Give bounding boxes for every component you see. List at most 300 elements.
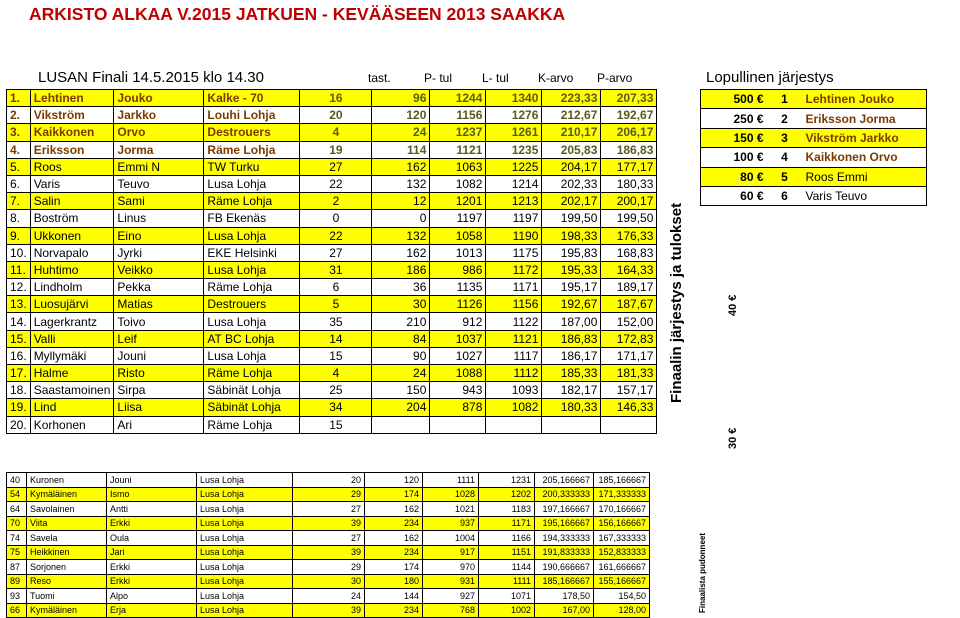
final-order-rank: 1 — [767, 90, 803, 109]
finalists-cell-l-tul: 1082 — [486, 399, 542, 416]
others-cell-games: 27 — [293, 502, 365, 517]
finalists-cell-pos: 15. — [7, 330, 31, 347]
finalists-cell-games: 15 — [300, 416, 372, 433]
others-cell-l-tul: 1071 — [479, 589, 535, 604]
others-cell-first: Reso — [27, 574, 107, 589]
finalists-cell-last: Risto — [114, 365, 204, 382]
others-cell-p-arvo: 128,00 — [594, 603, 650, 618]
others-cell-k-arvo: 195,166667 — [535, 516, 594, 531]
finalists-cell-p-tul: 1063 — [430, 158, 486, 175]
finalists-cell-l-tul: 1175 — [486, 244, 542, 261]
finalists-cell-games: 34 — [300, 399, 372, 416]
finalists-cell-last: Leif — [114, 330, 204, 347]
others-cell-games: 39 — [293, 545, 365, 560]
finalists-cell-p-arvo: 164,33 — [601, 261, 657, 278]
finalists-row — [7, 279, 657, 296]
finalists-row — [7, 193, 657, 210]
others-cell-l-tul: 1144 — [479, 560, 535, 575]
finalists-row — [7, 347, 657, 364]
others-cell-games: 27 — [293, 531, 365, 546]
finalists-cell-p-arvo: 146,33 — [601, 399, 657, 416]
finalists-cell-k-arvo: 212,67 — [542, 107, 601, 124]
finalists-cell-p-arvo: 186,83 — [601, 141, 657, 158]
others-cell-p-arvo: 155,166667 — [594, 574, 650, 589]
others-cell-k-arvo: 205,166667 — [535, 473, 594, 488]
finalists-cell-last: Liisa — [114, 399, 204, 416]
others-cell-l-tul: 1151 — [479, 545, 535, 560]
finalists-cell-p-tul — [430, 416, 486, 433]
finalists-cell-p-arvo: 207,33 — [601, 90, 657, 107]
finalists-cell-club: Räme Lohja — [204, 365, 300, 382]
finalists-cell-p-arvo: 176,33 — [601, 227, 657, 244]
finalists-cell-last: Ari — [114, 416, 204, 433]
finalists-cell-games: 22 — [300, 227, 372, 244]
finalists-cell-p-tul: 1121 — [430, 141, 486, 158]
finalists-row — [7, 90, 657, 107]
finalists-cell-p-tul: 1013 — [430, 244, 486, 261]
others-cell-pos: 40 — [7, 473, 27, 488]
finalists-cell-tast: 36 — [372, 279, 430, 296]
others-cell-pos: 66 — [7, 603, 27, 618]
finalists-cell-tast: 90 — [372, 347, 430, 364]
others-cell-pos: 70 — [7, 516, 27, 531]
others-cell-k-arvo: 200,333333 — [535, 487, 594, 502]
finalists-cell-l-tul: 1093 — [486, 382, 542, 399]
finalists-cell-p-arvo: 157,17 — [601, 382, 657, 399]
finalists-cell-p-tul: 1027 — [430, 347, 486, 364]
finalists-cell-first: Korhonen — [30, 416, 114, 433]
page-title: ARKISTO ALKAA V.2015 JATKUEN - KEVÄÄSEEN 2013 SAAKKA — [29, 4, 566, 24]
finalists-cell-p-tul: 986 — [430, 261, 486, 278]
finalists-cell-pos: 10. — [7, 244, 31, 261]
final-order-prize: 100 € — [701, 148, 767, 167]
others-cell-club: Lusa Lohja — [197, 516, 293, 531]
finalists-cell-first: Salin — [30, 193, 114, 210]
finalists-cell-pos: 14. — [7, 313, 31, 330]
others-cell-pos: 54 — [7, 487, 27, 502]
finalists-cell-l-tul: 1121 — [486, 330, 542, 347]
finalists-cell-tast: 84 — [372, 330, 430, 347]
finalists-cell-tast: 24 — [372, 365, 430, 382]
finalists-cell-l-tul — [486, 416, 542, 433]
finalists-cell-k-arvo: 195,33 — [542, 261, 601, 278]
finalists-cell-club: Destrouers — [204, 296, 300, 313]
finalists-cell-club: Lusa Lohja — [204, 347, 300, 364]
finalists-cell-club: Lusa Lohja — [204, 261, 300, 278]
finalists-cell-first: Myllymäki — [30, 347, 114, 364]
finalists-row — [7, 158, 657, 175]
others-cell-k-arvo: 191,833333 — [535, 545, 594, 560]
finalists-cell-tast: 162 — [372, 244, 430, 261]
finalists-cell-pos: 11. — [7, 261, 31, 278]
finalists-cell-club: Säbinät Lohja — [204, 382, 300, 399]
header-l-tul: L- tul — [482, 71, 509, 85]
final-order-row — [701, 128, 927, 147]
finalists-cell-games: 16 — [300, 90, 372, 107]
finalists-cell-k-arvo: 199,50 — [542, 210, 601, 227]
finalists-cell-p-arvo: 192,67 — [601, 107, 657, 124]
finalists-cell-l-tul: 1214 — [486, 175, 542, 192]
finalists-cell-tast: 150 — [372, 382, 430, 399]
finalists-cell-last: Orvo — [114, 124, 204, 141]
finalists-cell-last: Jouni — [114, 347, 204, 364]
finalists-cell-p-tul: 1156 — [430, 107, 486, 124]
finalists-cell-k-arvo: 223,33 — [542, 90, 601, 107]
finalists-cell-p-tul: 1058 — [430, 227, 486, 244]
others-cell-first: Heikkinen — [27, 545, 107, 560]
eliminated-vertical-label: Finaalista pudonneet — [698, 532, 707, 613]
finalists-cell-k-arvo: 182,17 — [542, 382, 601, 399]
finalists-cell-p-tul: 1201 — [430, 193, 486, 210]
finalists-cell-first: Ukkonen — [30, 227, 114, 244]
finalists-cell-p-tul: 1244 — [430, 90, 486, 107]
finalists-cell-tast: 204 — [372, 399, 430, 416]
event-subtitle: LUSAN Finali 14.5.2015 klo 14.30 — [38, 69, 264, 86]
others-cell-last: Ismo — [107, 487, 197, 502]
others-cell-first: Savela — [27, 531, 107, 546]
finalists-cell-l-tul: 1340 — [486, 90, 542, 107]
others-cell-p-tul: 1004 — [423, 531, 479, 546]
finalists-cell-games: 14 — [300, 330, 372, 347]
final-order-prize: 500 € — [701, 90, 767, 109]
final-order-name: Eriksson Jorma — [803, 109, 927, 128]
others-cell-p-arvo: 167,333333 — [594, 531, 650, 546]
others-row — [7, 603, 650, 618]
others-cell-l-tul: 1166 — [479, 531, 535, 546]
others-cell-p-tul: 1021 — [423, 502, 479, 517]
others-cell-games: 29 — [293, 487, 365, 502]
others-cell-games: 39 — [293, 603, 365, 618]
finalists-cell-l-tul: 1225 — [486, 158, 542, 175]
finalists-cell-pos: 12. — [7, 279, 31, 296]
finalists-cell-last: Jyrki — [114, 244, 204, 261]
others-cell-p-arvo: 156,166667 — [594, 516, 650, 531]
finalists-cell-l-tul: 1112 — [486, 365, 542, 382]
finalists-cell-club: Kalke - 70 — [204, 90, 300, 107]
others-cell-p-arvo: 154,50 — [594, 589, 650, 604]
finalists-cell-last: Veikko — [114, 261, 204, 278]
others-cell-last: Erkki — [107, 516, 197, 531]
others-cell-pos: 93 — [7, 589, 27, 604]
finalists-cell-pos: 2. — [7, 107, 31, 124]
others-cell-games: 20 — [293, 473, 365, 488]
finalists-cell-last: Toivo — [114, 313, 204, 330]
others-cell-l-tul: 1002 — [479, 603, 535, 618]
finals-vertical-label: Finaalin järjestys ja tulokset — [668, 202, 685, 403]
finalists-cell-p-tul: 1037 — [430, 330, 486, 347]
finalists-cell-p-arvo — [601, 416, 657, 433]
finalists-cell-first: Valli — [30, 330, 114, 347]
finalists-cell-games: 0 — [300, 210, 372, 227]
finalists-cell-games: 27 — [300, 158, 372, 175]
others-cell-first: Kymäläinen — [27, 603, 107, 618]
finalists-cell-last: Pekka — [114, 279, 204, 296]
finalists-cell-first: Boström — [30, 210, 114, 227]
finalists-cell-k-arvo: 202,17 — [542, 193, 601, 210]
finalists-cell-tast: 162 — [372, 158, 430, 175]
finalists-cell-last: Sami — [114, 193, 204, 210]
others-cell-tast: 174 — [365, 487, 423, 502]
others-cell-club: Lusa Lohja — [197, 487, 293, 502]
finalists-cell-first: Huhtimo — [30, 261, 114, 278]
others-cell-p-arvo: 170,166667 — [594, 502, 650, 517]
finalists-cell-pos: 17. — [7, 365, 31, 382]
finalists-cell-l-tul: 1213 — [486, 193, 542, 210]
others-cell-last: Oula — [107, 531, 197, 546]
finalists-cell-p-tul: 1088 — [430, 365, 486, 382]
others-cell-last: Jouni — [107, 473, 197, 488]
finalists-cell-pos: 5. — [7, 158, 31, 175]
others-row — [7, 589, 650, 604]
final-order-prize: 250 € — [701, 109, 767, 128]
finalists-cell-tast: 0 — [372, 210, 430, 227]
finalists-cell-p-tul: 1082 — [430, 175, 486, 192]
others-cell-p-tul: 931 — [423, 574, 479, 589]
final-order-name: Varis Teuvo — [803, 186, 927, 205]
others-cell-last: Alpo — [107, 589, 197, 604]
finalists-cell-club: Räme Lohja — [204, 279, 300, 296]
finalists-cell-games: 20 — [300, 107, 372, 124]
finalists-cell-last: Jarkko — [114, 107, 204, 124]
finalists-cell-l-tul: 1197 — [486, 210, 542, 227]
final-order-name: Vikström Jarkko — [803, 128, 927, 147]
finalists-row — [7, 296, 657, 313]
others-row — [7, 473, 650, 488]
others-row — [7, 516, 650, 531]
finalists-cell-club: Räme Lohja — [204, 193, 300, 210]
finalists-cell-games: 2 — [300, 193, 372, 210]
others-cell-p-tul: 937 — [423, 516, 479, 531]
others-cell-club: Lusa Lohja — [197, 603, 293, 618]
finalists-cell-tast — [372, 416, 430, 433]
others-cell-l-tul: 1202 — [479, 487, 535, 502]
finalists-cell-l-tul: 1190 — [486, 227, 542, 244]
others-cell-l-tul: 1111 — [479, 574, 535, 589]
final-order-row — [701, 167, 927, 186]
others-cell-games: 24 — [293, 589, 365, 604]
finalists-cell-p-arvo: 199,50 — [601, 210, 657, 227]
others-cell-k-arvo: 190,666667 — [535, 560, 594, 575]
final-order-name: Kaikkonen Orvo — [803, 148, 927, 167]
finalists-cell-k-arvo: 186,83 — [542, 330, 601, 347]
finalists-cell-p-arvo: 180,33 — [601, 175, 657, 192]
finalists-cell-club: FB Ekenäs — [204, 210, 300, 227]
finalists-table — [6, 89, 657, 434]
others-cell-p-arvo: 185,166667 — [594, 473, 650, 488]
finalists-cell-tast: 30 — [372, 296, 430, 313]
finalists-row — [7, 124, 657, 141]
finalists-cell-first: Eriksson — [30, 141, 114, 158]
finalists-cell-p-arvo: 206,17 — [601, 124, 657, 141]
finalists-cell-p-tul: 912 — [430, 313, 486, 330]
others-cell-p-tul: 927 — [423, 589, 479, 604]
finalists-cell-p-arvo: 187,67 — [601, 296, 657, 313]
others-cell-tast: 180 — [365, 574, 423, 589]
others-cell-pos: 64 — [7, 502, 27, 517]
finalists-cell-l-tul: 1276 — [486, 107, 542, 124]
finalists-cell-k-arvo: 202,33 — [542, 175, 601, 192]
others-cell-l-tul: 1171 — [479, 516, 535, 531]
finalists-cell-last: Teuvo — [114, 175, 204, 192]
finalists-cell-games: 4 — [300, 124, 372, 141]
finalists-row — [7, 141, 657, 158]
finalists-cell-club: Lusa Lohja — [204, 313, 300, 330]
finalists-cell-tast: 114 — [372, 141, 430, 158]
finalists-cell-first: Varis — [30, 175, 114, 192]
others-row — [7, 531, 650, 546]
finalists-cell-k-arvo: 198,33 — [542, 227, 601, 244]
finalists-cell-k-arvo: 185,33 — [542, 365, 601, 382]
finalists-cell-pos: 13. — [7, 296, 31, 313]
finalists-cell-pos: 19. — [7, 399, 31, 416]
final-order-prize: 80 € — [701, 167, 767, 186]
others-cell-club: Lusa Lohja — [197, 545, 293, 560]
finalists-cell-pos: 9. — [7, 227, 31, 244]
header-p-arvo: P-arvo — [597, 71, 633, 85]
finalists-cell-games: 15 — [300, 347, 372, 364]
others-cell-club: Lusa Lohja — [197, 531, 293, 546]
finalists-cell-l-tul: 1117 — [486, 347, 542, 364]
finalists-cell-last: Emmi N — [114, 158, 204, 175]
others-cell-p-arvo: 171,333333 — [594, 487, 650, 502]
others-cell-club: Lusa Lohja — [197, 473, 293, 488]
finalists-cell-club: Lusa Lohja — [204, 227, 300, 244]
finalists-cell-k-arvo: 187,00 — [542, 313, 601, 330]
finalists-cell-k-arvo: 186,17 — [542, 347, 601, 364]
finalists-cell-p-tul: 878 — [430, 399, 486, 416]
others-cell-club: Lusa Lohja — [197, 560, 293, 575]
finalists-cell-games: 35 — [300, 313, 372, 330]
others-cell-first: Tuomi — [27, 589, 107, 604]
final-order-rank: 5 — [767, 167, 803, 186]
finalists-cell-p-tul: 1237 — [430, 124, 486, 141]
finalists-cell-pos: 18. — [7, 382, 31, 399]
others-cell-tast: 162 — [365, 531, 423, 546]
finalists-row — [7, 365, 657, 382]
others-cell-p-tul: 1028 — [423, 487, 479, 502]
others-cell-pos: 74 — [7, 531, 27, 546]
finalists-cell-first: Lind — [30, 399, 114, 416]
others-cell-games: 39 — [293, 516, 365, 531]
final-order-rank: 4 — [767, 148, 803, 167]
finalists-cell-l-tul: 1171 — [486, 279, 542, 296]
finalists-cell-first: Roos — [30, 158, 114, 175]
finalists-cell-last: Eino — [114, 227, 204, 244]
finalists-cell-first: Saastamoinen — [30, 382, 114, 399]
finalists-cell-tast: 210 — [372, 313, 430, 330]
finalists-cell-first: Luosujärvi — [30, 296, 114, 313]
finalists-cell-pos: 20. — [7, 416, 31, 433]
finalists-cell-p-tul: 1197 — [430, 210, 486, 227]
finalists-cell-first: Halme — [30, 365, 114, 382]
finalists-cell-pos: 8. — [7, 210, 31, 227]
header-k-arvo: K-arvo — [538, 71, 574, 85]
finalists-cell-tast: 132 — [372, 227, 430, 244]
others-row — [7, 502, 650, 517]
others-cell-k-arvo: 185,166667 — [535, 574, 594, 589]
finalists-cell-games: 27 — [300, 244, 372, 261]
finalists-cell-first: Norvapalo — [30, 244, 114, 261]
others-cell-games: 29 — [293, 560, 365, 575]
finalists-cell-pos: 16. — [7, 347, 31, 364]
others-cell-last: Erja — [107, 603, 197, 618]
others-cell-k-arvo: 194,333333 — [535, 531, 594, 546]
others-row — [7, 545, 650, 560]
others-row — [7, 574, 650, 589]
finalists-cell-k-arvo: 205,83 — [542, 141, 601, 158]
finalists-cell-first: Lagerkrantz — [30, 313, 114, 330]
finalists-cell-p-arvo: 181,33 — [601, 365, 657, 382]
finalists-cell-l-tul: 1235 — [486, 141, 542, 158]
finalists-cell-club: Lusa Lohja — [204, 175, 300, 192]
finalists-cell-k-arvo: 210,17 — [542, 124, 601, 141]
finalists-cell-tast: 186 — [372, 261, 430, 278]
finalists-cell-club: Säbinät Lohja — [204, 399, 300, 416]
final-order-row — [701, 90, 927, 109]
others-cell-last: Erkki — [107, 574, 197, 589]
others-cell-p-tul: 1111 — [423, 473, 479, 488]
others-cell-tast: 234 — [365, 603, 423, 618]
finalists-cell-pos: 3. — [7, 124, 31, 141]
final-order-header: Lopullinen järjestys — [706, 69, 834, 86]
finalists-cell-first: Kaikkonen — [30, 124, 114, 141]
eliminated-table — [6, 472, 650, 618]
final-order-name: Lehtinen Jouko — [803, 90, 927, 109]
finalists-cell-k-arvo: 195,17 — [542, 279, 601, 296]
finalists-cell-l-tul: 1172 — [486, 261, 542, 278]
others-cell-l-tul: 1183 — [479, 502, 535, 517]
others-cell-p-tul: 768 — [423, 603, 479, 618]
finalists-row — [7, 399, 657, 416]
finalists-cell-last: Linus — [114, 210, 204, 227]
finalists-cell-p-arvo: 152,00 — [601, 313, 657, 330]
finalists-cell-club: EKE Helsinki — [204, 244, 300, 261]
others-cell-k-arvo: 197,166667 — [535, 502, 594, 517]
others-row — [7, 560, 650, 575]
others-cell-tast: 234 — [365, 545, 423, 560]
others-cell-first: Sorjonen — [27, 560, 107, 575]
finalists-cell-l-tul: 1122 — [486, 313, 542, 330]
finalists-row — [7, 313, 657, 330]
finalists-cell-last: Jorma — [114, 141, 204, 158]
others-cell-club: Lusa Lohja — [197, 502, 293, 517]
finalists-cell-club: Louhi Lohja — [204, 107, 300, 124]
finalists-row — [7, 330, 657, 347]
finalists-cell-k-arvo: 180,33 — [542, 399, 601, 416]
finalists-cell-p-arvo: 172,83 — [601, 330, 657, 347]
final-order-row — [701, 109, 927, 128]
finalists-row — [7, 210, 657, 227]
others-cell-k-arvo: 167,00 — [535, 603, 594, 618]
finalists-cell-pos: 6. — [7, 175, 31, 192]
others-cell-pos: 89 — [7, 574, 27, 589]
finalists-cell-p-tul: 1135 — [430, 279, 486, 296]
finalists-cell-p-tul: 943 — [430, 382, 486, 399]
finalists-cell-k-arvo: 195,83 — [542, 244, 601, 261]
others-cell-pos: 87 — [7, 560, 27, 575]
finalists-row — [7, 175, 657, 192]
others-cell-last: Antti — [107, 502, 197, 517]
finalists-cell-club: TW Turku — [204, 158, 300, 175]
others-cell-first: Kuronen — [27, 473, 107, 488]
others-cell-tast: 162 — [365, 502, 423, 517]
others-cell-last: Jari — [107, 545, 197, 560]
finalists-cell-club: Räme Lohja — [204, 141, 300, 158]
others-cell-tast: 234 — [365, 516, 423, 531]
finalists-cell-pos: 7. — [7, 193, 31, 210]
others-cell-p-arvo: 152,833333 — [594, 545, 650, 560]
finalists-cell-l-tul: 1261 — [486, 124, 542, 141]
